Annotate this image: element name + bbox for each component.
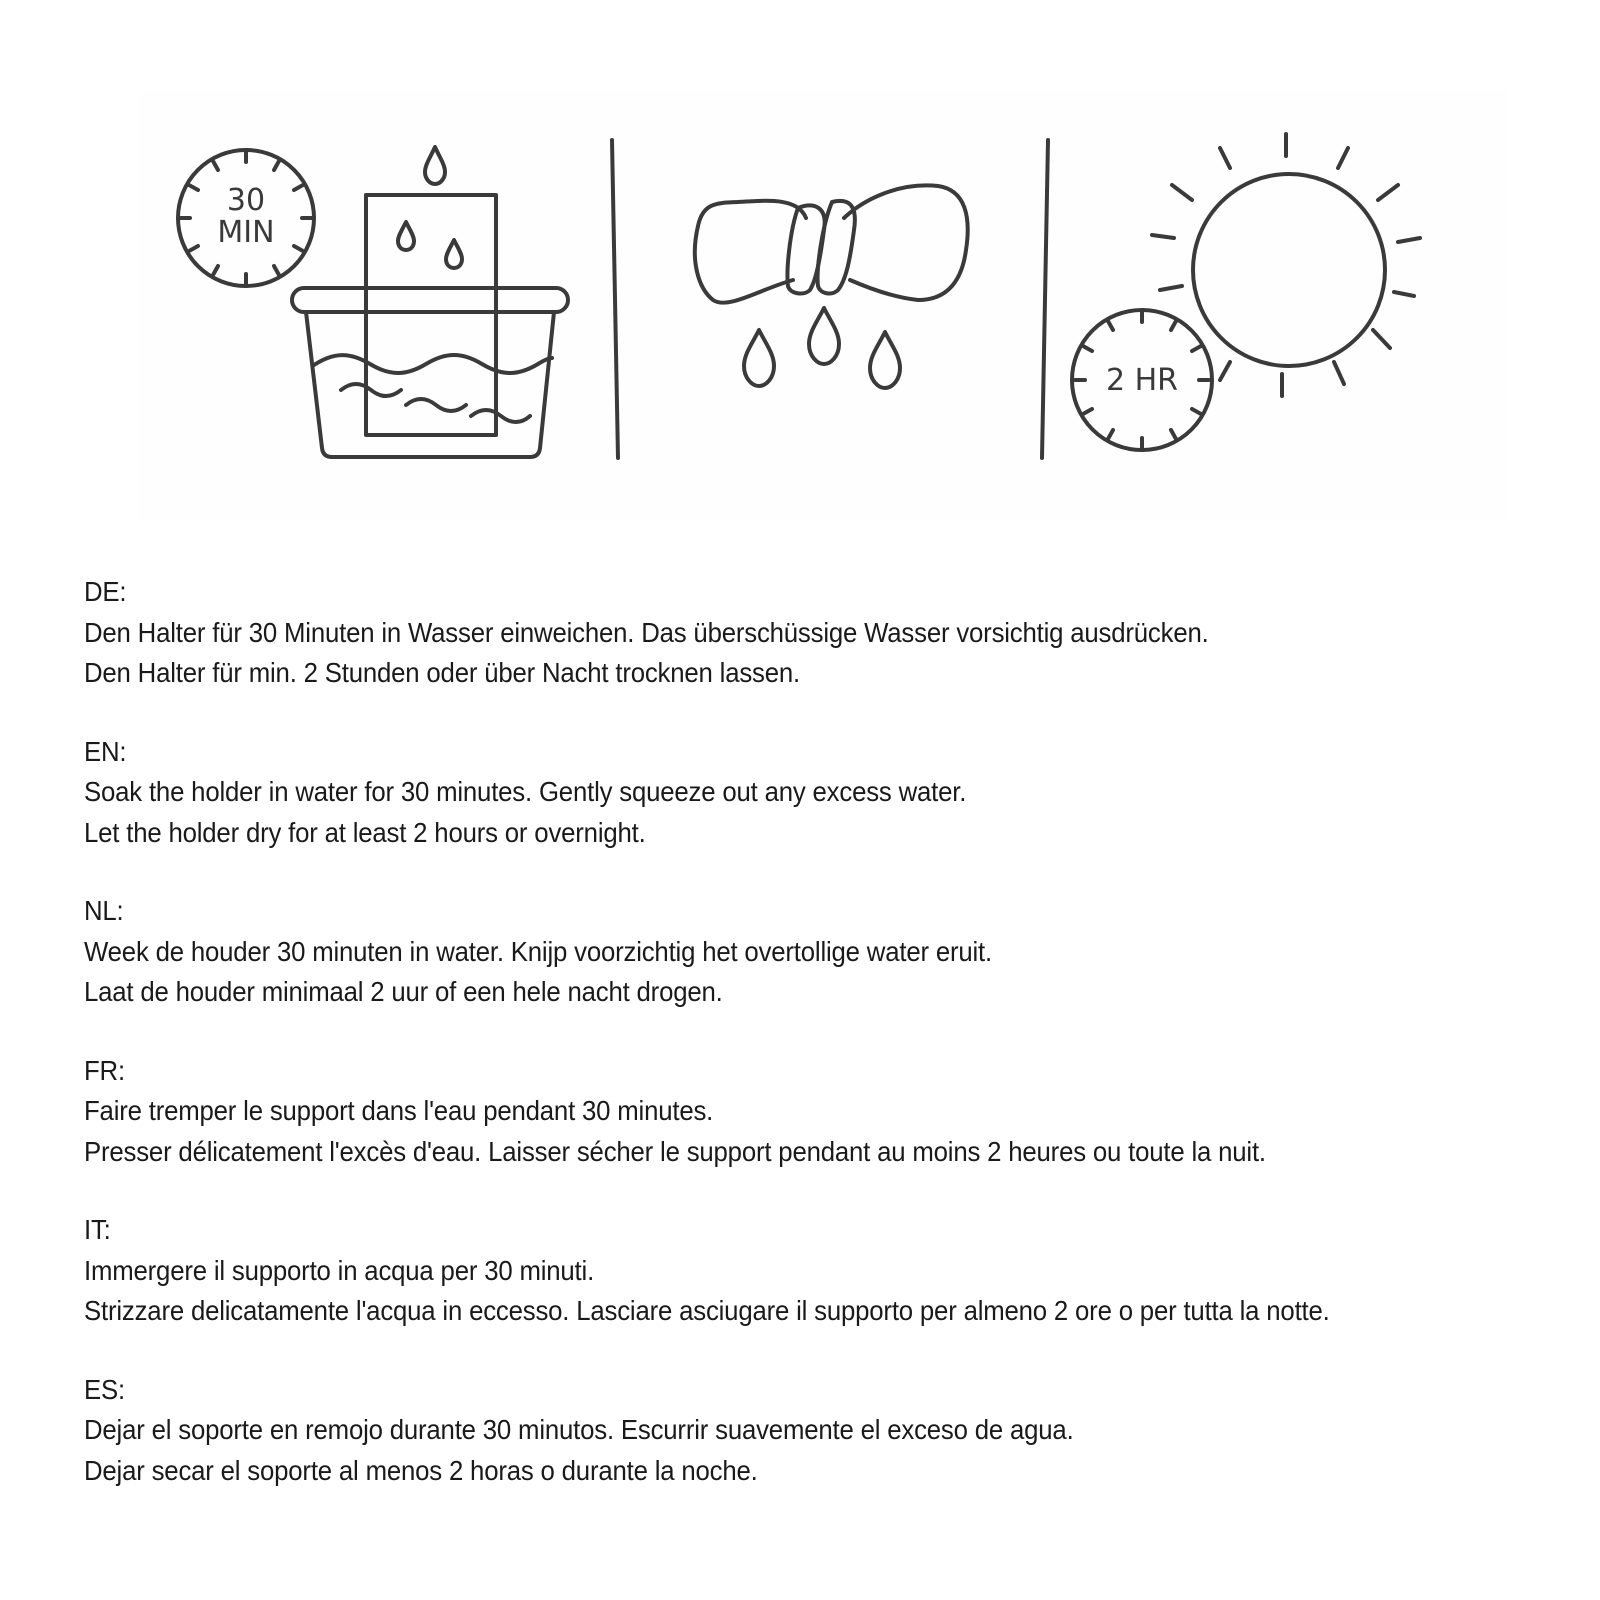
instruction-line: Strizzare delicatamente l'acqua in eccesso. Lasciare asciugare il supporto per almeno 2 ore o per tutta la notte.: [84, 1295, 1330, 1326]
stopwatch-icon: [178, 150, 314, 286]
instruction-line: Den Halter für 30 Minuten in Wasser einweichen. Das überschüssige Wasser vorsichtig ausdrücken.: [84, 616, 1209, 648]
care-instructions: [84, 572, 1584, 1529]
instruction-block-es: [84, 1370, 1584, 1492]
stopwatch-icon: [1072, 310, 1212, 450]
instruction-line: Dejar secar el soporte al menos 2 horas o durante la noche.: [84, 1454, 758, 1486]
instruction-illustration: [138, 90, 1508, 520]
language-code: NL:: [84, 895, 124, 926]
language-code: ES:: [84, 1373, 125, 1405]
soak-timer-unit: MIN: [217, 215, 275, 250]
instruction-line: Dejar el soporte en remojo durante 30 minutos. Escurrir suavemente el exceso de agua.: [84, 1414, 1074, 1445]
language-code: FR:: [84, 1054, 125, 1086]
instruction-line: Den Halter für min. 2 Stunden oder über Nacht trocknen lassen.: [84, 657, 800, 688]
language-code: DE:: [84, 576, 127, 607]
language-code: IT:: [84, 1214, 111, 1245]
wringing-cloth-icon: [695, 185, 968, 388]
instruction-illustration-svg: [138, 90, 1508, 520]
language-code: EN:: [84, 735, 127, 767]
instruction-block-de: [84, 572, 1584, 694]
panel-divider: [1042, 140, 1048, 458]
instruction-line: Week de houder 30 minuten in water. Knijp voorzichtig het overtollige water eruit.: [84, 935, 993, 967]
instruction-block-fr: [84, 1051, 1584, 1173]
basin-with-water-icon: [292, 147, 568, 457]
instruction-line: Laat de houder minimaal 2 uur of een hele nacht drogen.: [84, 976, 723, 1007]
panel-divider: [612, 140, 618, 458]
instruction-block-en: [84, 732, 1584, 854]
instruction-block-nl: [84, 891, 1584, 1013]
soak-timer-value: 30: [226, 183, 266, 218]
instruction-line: Faire tremper le support dans l'eau pendant 30 minutes.: [84, 1095, 714, 1126]
instruction-line: Immergere il supporto in acqua per 30 minuti.: [84, 1254, 595, 1286]
dry-timer-value: 2 HR: [1105, 363, 1179, 398]
instruction-line: Presser délicatement l'excès d'eau. Laisser sécher le support pendant au moins 2 heures ou toute la nuit.: [84, 1135, 1266, 1167]
instruction-line: Soak the holder in water for 30 minutes. Gently squeeze out any excess water.: [84, 776, 967, 807]
instruction-block-it: [84, 1210, 1584, 1332]
instruction-line: Let the holder dry for at least 2 hours or overnight.: [84, 816, 646, 848]
